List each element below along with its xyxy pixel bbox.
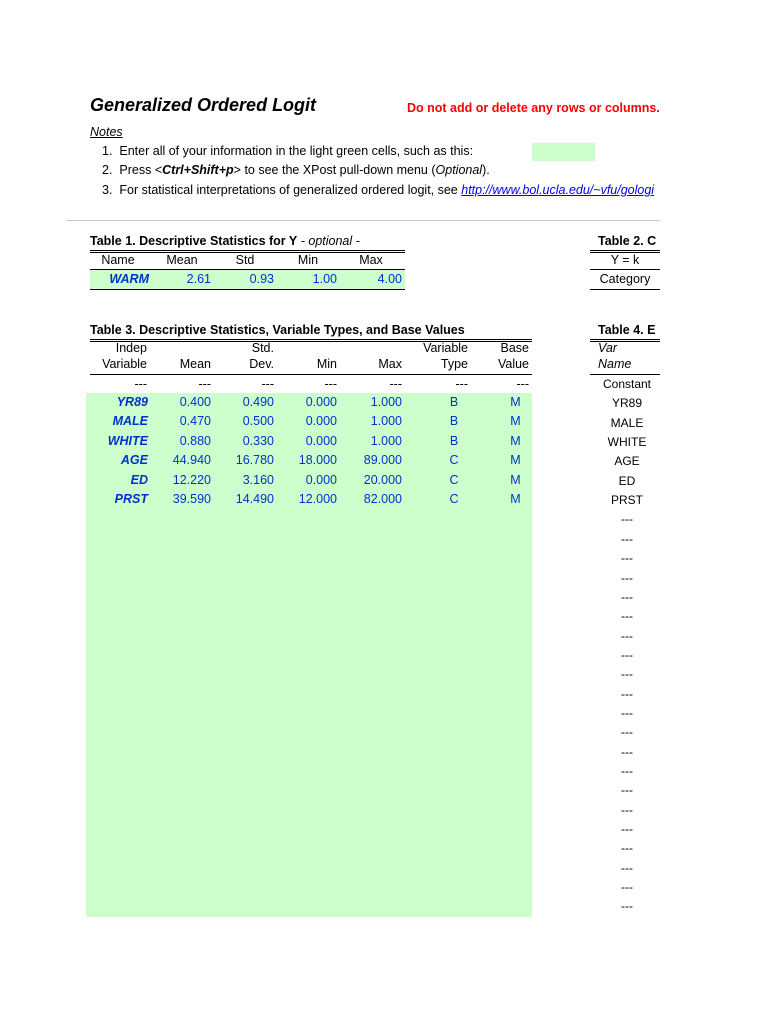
note-text: ). — [482, 163, 490, 177]
t4-var-name: --- — [621, 841, 633, 856]
t3-cell-mean[interactable]: 39.590 — [172, 492, 211, 506]
t3-cell-max[interactable]: 82.000 — [363, 492, 402, 506]
t4-var-name: ED — [618, 473, 636, 488]
t3-cell-stddev[interactable]: 0.500 — [242, 414, 274, 429]
t4-var-name: --- — [621, 570, 633, 585]
t4-var-name: --- — [621, 628, 633, 643]
table1-title: Table 1. Descriptive Statistics for Y — [90, 234, 298, 248]
t4-var-name: --- — [621, 647, 633, 662]
t3-placeholder-dash: --- — [516, 377, 529, 391]
t3-placeholder-dash: --- — [389, 377, 402, 391]
t3-cell-mean[interactable]: 0.400 — [179, 395, 211, 409]
t3-cell-base[interactable]: M — [510, 492, 521, 506]
t3-cell-base[interactable]: M — [510, 395, 521, 409]
t3-cell-min[interactable]: 0.000 — [305, 472, 337, 487]
note-2 — [102, 163, 490, 177]
warning-text: Do not add or delete any rows or columns. — [407, 101, 660, 115]
shortcut-key: Ctrl+Shift+p — [162, 163, 234, 177]
table1-rule-top — [90, 250, 405, 251]
t1-var-name[interactable]: WARM — [109, 272, 149, 286]
t3-cell-type[interactable]: C — [449, 472, 459, 487]
t3-placeholder-dash: --- — [324, 377, 337, 391]
t3-cell-max[interactable]: 1.000 — [370, 414, 402, 429]
t3-cell-type[interactable]: C — [449, 453, 459, 468]
t3-cell-max[interactable]: 20.000 — [363, 472, 402, 487]
t3-header-type: Variable — [423, 341, 468, 355]
t1-std[interactable]: 0.93 — [249, 272, 274, 286]
t4-var-name: WHITE — [607, 435, 647, 450]
t3-cell-stddev[interactable]: 3.160 — [242, 472, 274, 487]
t3-cell-min[interactable]: 18.000 — [298, 453, 337, 468]
t3-cell-stddev[interactable]: 0.330 — [242, 433, 274, 448]
t3-cell-base[interactable]: M — [510, 433, 521, 448]
t3-cell-base[interactable]: M — [510, 453, 521, 468]
t3-placeholder-dash: --- — [198, 377, 211, 391]
t3-placeholder-dash: --- — [455, 377, 468, 391]
t3-cell-min[interactable]: 0.000 — [305, 433, 337, 448]
table2-rule-top — [590, 250, 660, 251]
t4-var-name: --- — [621, 609, 633, 624]
t3-cell-type[interactable]: B — [449, 395, 459, 409]
t4-var-name: --- — [621, 880, 633, 895]
t1-mean[interactable]: 2.61 — [186, 272, 211, 286]
t3-header-stddev: Std. — [251, 341, 274, 355]
t1-min[interactable]: 1.00 — [312, 272, 337, 286]
t3-cell-mean[interactable]: 0.470 — [179, 414, 211, 429]
t3-cell-variable[interactable]: ED — [130, 472, 148, 487]
t3-header-type: Type — [440, 357, 468, 371]
table2-rule-mid — [590, 269, 660, 270]
t1-header-max: Max — [359, 253, 383, 267]
t4-var-name: --- — [621, 512, 633, 527]
t3-cell-variable[interactable]: PRST — [114, 492, 148, 506]
table1-rule-bottom — [90, 289, 405, 290]
section-divider — [66, 220, 660, 221]
table1-caption — [90, 234, 360, 248]
t3-header-base: Base — [500, 341, 529, 355]
t4-var-name: --- — [621, 705, 633, 720]
t4-var-name: --- — [621, 744, 633, 759]
t4-var-name: --- — [621, 551, 633, 566]
note-number: 2. — [102, 163, 113, 177]
table3-rule-mid — [90, 374, 532, 375]
reference-link[interactable]: http://www.bol.ucla.edu/~vfu/gologi — [461, 183, 655, 197]
t4-var-name: --- — [621, 589, 633, 604]
t2-yk-text: Y = k — [610, 253, 640, 267]
t3-header-min: Min — [316, 357, 337, 371]
t3-cell-max[interactable]: 1.000 — [370, 433, 402, 448]
t4-var-name: --- — [621, 860, 633, 875]
t3-cell-max[interactable]: 1.000 — [370, 395, 402, 409]
t3-cell-base[interactable]: M — [510, 414, 521, 429]
t3-header-max: Max — [378, 357, 402, 371]
t3-header-mean: Mean — [179, 357, 211, 371]
t3-cell-type[interactable]: B — [449, 414, 459, 429]
page-title: Generalized Ordered Logit — [90, 95, 317, 115]
t3-cell-stddev[interactable]: 16.780 — [235, 453, 274, 468]
t4-header-var: Var — [598, 341, 617, 355]
t4-var-name: --- — [621, 899, 633, 914]
t4-header-name: Name — [598, 357, 632, 371]
t3-cell-type[interactable]: B — [449, 433, 459, 448]
t3-cell-mean[interactable]: 12.220 — [172, 472, 211, 487]
t4-var-name: --- — [621, 783, 633, 798]
t3-cell-type[interactable]: C — [449, 492, 459, 506]
t3-placeholder-dash: --- — [261, 377, 274, 391]
t4-var-name: --- — [621, 531, 633, 546]
table4-rule-top — [590, 339, 660, 340]
note-text: Press < — [119, 163, 163, 177]
t2-category: Category — [599, 272, 651, 286]
t2-yk — [592, 253, 658, 267]
note-text: Enter all of your information in the light green cells, such as this: — [119, 144, 474, 158]
t3-cell-max[interactable]: 89.000 — [363, 453, 402, 468]
t1-header-name: Name — [101, 253, 135, 267]
t3-cell-stddev[interactable]: 14.490 — [235, 492, 274, 506]
notes-heading: Notes — [90, 125, 123, 139]
note-number: 3. — [102, 183, 113, 197]
t3-header-stddev: Dev. — [249, 357, 274, 371]
t4-var-name: --- — [621, 667, 633, 682]
t4-var-name: MALE — [610, 415, 644, 430]
table3-caption: Table 3. Descriptive Statistics, Variable Types, and Base Values — [90, 323, 465, 337]
t3-cell-variable[interactable]: WHITE — [107, 433, 148, 448]
t3-cell-min[interactable]: 12.000 — [298, 492, 337, 506]
t3-cell-min[interactable]: 0.000 — [305, 414, 337, 429]
t3-cell-variable[interactable]: YR89 — [116, 395, 148, 409]
t1-header-mean: Mean — [166, 253, 198, 267]
t3-cell-variable[interactable]: AGE — [120, 453, 148, 468]
t3-cell-min[interactable]: 0.000 — [305, 395, 337, 409]
t3-cell-mean[interactable]: 44.940 — [172, 453, 211, 468]
t4-var-name: --- — [621, 764, 633, 778]
t1-max[interactable]: 4.00 — [377, 272, 402, 286]
t1-header-min: Min — [297, 253, 319, 267]
optional-label: Optional — [435, 163, 483, 177]
t3-cell-stddev[interactable]: 0.490 — [242, 395, 274, 409]
t4-var-name: Constant — [602, 377, 652, 391]
t3-header-variable: Variable — [102, 357, 147, 371]
table3-rule-top — [90, 339, 532, 340]
note-text: For statistical interpretations of generalized ordered logit, see — [119, 183, 458, 197]
note-number: 1. — [102, 144, 113, 158]
t4-var-name: YR89 — [611, 396, 643, 411]
t3-cell-base[interactable]: M — [510, 472, 521, 487]
t3-cell-mean[interactable]: 0.880 — [179, 433, 211, 448]
t3-input-area[interactable] — [86, 393, 532, 917]
t3-cell-variable[interactable]: MALE — [112, 414, 148, 429]
t4-var-name: --- — [621, 822, 633, 837]
t4-var-name: --- — [621, 725, 633, 740]
t3-header-base: Value — [497, 357, 529, 371]
table4-rule-mid — [590, 374, 660, 375]
t4-var-name: AGE — [614, 454, 640, 469]
table2-caption: Table 2. C — [598, 234, 657, 248]
t3-header-variable: Indep — [115, 341, 147, 355]
table4-caption: Table 4. E — [598, 323, 656, 337]
note-text: > to see the XPost pull-down menu ( — [233, 163, 436, 177]
green-input-swatch[interactable] — [532, 143, 595, 161]
t3-placeholder-dash: --- — [134, 377, 147, 391]
note-1 — [102, 144, 473, 158]
t4-var-name: --- — [621, 802, 633, 817]
t4-var-name: PRST — [610, 493, 643, 508]
table1-optional: - optional - — [297, 234, 360, 248]
t4-var-name: --- — [621, 686, 633, 701]
note-3 — [102, 183, 654, 197]
table2-rule-bottom — [590, 289, 660, 290]
t1-header-std: Std — [235, 253, 255, 267]
